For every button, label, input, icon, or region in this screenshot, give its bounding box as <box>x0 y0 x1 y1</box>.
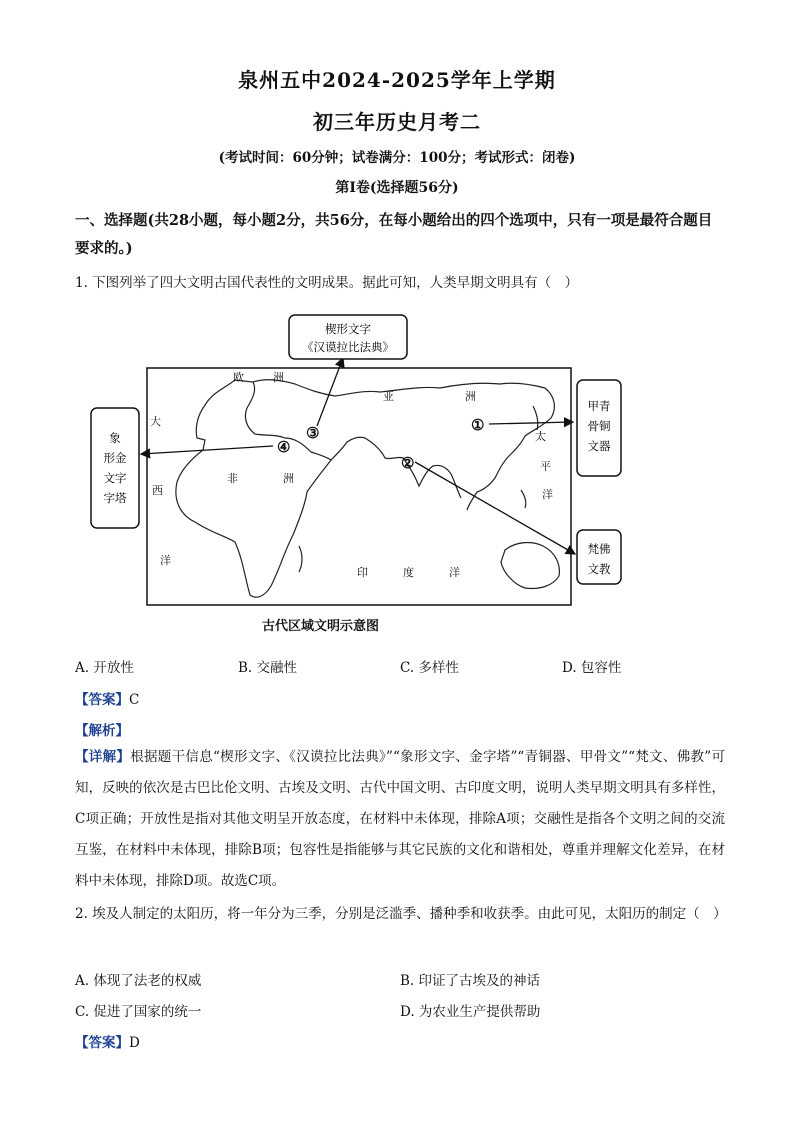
label-atlantic-1: 大 <box>150 415 161 428</box>
q1-analysis-label: 【解析】 <box>75 723 129 739</box>
box-left-line4: 字塔 <box>103 491 127 505</box>
box-top-line2: 《汉谟拉比法典》 <box>302 340 394 354</box>
q1-option-c: C. 多样性 <box>400 660 459 676</box>
label-indian-1: 印 <box>357 566 368 579</box>
marker-4: ④ <box>277 438 291 456</box>
q1-answer <box>75 688 139 708</box>
q1-stem: 1. 下图列举了四大文明古国代表性的文明成果。据此可知，人类早期文明具有（ ） <box>75 275 579 291</box>
label-europe-2: 洲 <box>273 371 284 384</box>
label-pacific-3: 洋 <box>542 488 553 501</box>
box-top-line1: 楔形文字 <box>325 322 371 336</box>
label-atlantic-2: 西 <box>152 484 163 497</box>
detail-text: 根据题干信息“楔形文字、《汉谟拉比法典》”“象形文字、金字塔”“青铜器、甲骨文”“梵文、佛教”可知，反映的依次是古巴比伦文明、古埃及文明、古代中国文明、古印度文明，说明人类早期文明具有多样性，C项正确；开放性是指对其他文明呈开放态度，在材料中未体现，排除A项；交融性是指各个文明之间的交流互鉴，在材料中未体现，排除B项；包容性是指能够与其它民族的文化和谐相处，尊重并理解文化差异，在材料中未体现，排除D项。故选C项。 <box>75 749 726 889</box>
detail-label: 【详解】 <box>75 749 131 765</box>
box-right-bottom-line2: 文教 <box>587 562 611 576</box>
label-asia-2: 洲 <box>465 390 476 403</box>
school-title: 泉州五中2024-2025学年上学期 <box>238 68 556 92</box>
box-left <box>91 408 139 528</box>
map-caption: 古代区域文明示意图 <box>262 619 380 634</box>
q2-answer-value: D <box>129 1035 140 1051</box>
label-pacific-1: 太 <box>535 430 546 443</box>
box-left-line3: 文字 <box>103 471 127 485</box>
marker-3: ③ <box>306 424 320 442</box>
exam-info: (考试时间：60分钟；试卷满分：100分；考试形式：闭卷) <box>218 150 576 166</box>
label-africa-1: 非 <box>227 472 238 485</box>
answer-value: C <box>129 692 140 708</box>
label-africa-2: 洲 <box>283 472 294 485</box>
label-asia-1: 亚 <box>383 390 394 403</box>
q2-option-c: C. 促进了国家的统一 <box>75 1004 202 1020</box>
exam-title: 初三年历史月考二 <box>313 110 481 134</box>
q2-answer-label: 【答案】 <box>75 1035 129 1051</box>
q1-option-b: B. 交融性 <box>238 660 298 676</box>
marker-1: ① <box>471 416 485 434</box>
q2-option-b: B. 印证了古埃及的神话 <box>400 973 541 989</box>
q1-option-d: D. 包容性 <box>562 660 622 676</box>
answer-label: 【答案】 <box>75 692 129 708</box>
box-right-top-line3: 文器 <box>587 439 611 453</box>
part-title: 第Ⅰ卷(选择题56分) <box>335 180 459 196</box>
box-right-bottom-line1: 梵佛 <box>587 542 611 556</box>
box-left-line1: 象 <box>109 431 121 445</box>
q1-option-a: A. 开放性 <box>75 660 134 676</box>
q2-option-a: A. 体现了法老的权威 <box>75 973 202 989</box>
q2-stem: 2. 埃及人制定的太阳历，将一年分为三季，分别是泛滥季、播种季和收获季。由此可见，太阳历的制定（ ） <box>75 906 727 922</box>
box-right-top-line2: 骨铜 <box>587 419 611 433</box>
label-indian-3: 洋 <box>449 566 460 579</box>
box-left-line2: 形金 <box>103 451 127 465</box>
label-europe-1: 欧 <box>233 371 244 384</box>
q2-answer <box>75 1031 140 1051</box>
civilization-map <box>85 310 630 640</box>
q2-option-d: D. 为农业生产提供帮助 <box>400 1004 541 1020</box>
label-atlantic-3: 洋 <box>160 554 171 567</box>
label-pacific-2: 平 <box>540 460 551 473</box>
marker-2: ② <box>401 454 415 472</box>
box-right-top-line1: 甲青 <box>587 399 611 413</box>
label-indian-2: 度 <box>403 566 414 579</box>
q1-detail <box>75 742 725 897</box>
section-heading: 一、选择题(共28小题，每小题2分，共56分，在每小题给出的四个选项中，只有一项是最符合题目要求的。) <box>75 212 713 257</box>
